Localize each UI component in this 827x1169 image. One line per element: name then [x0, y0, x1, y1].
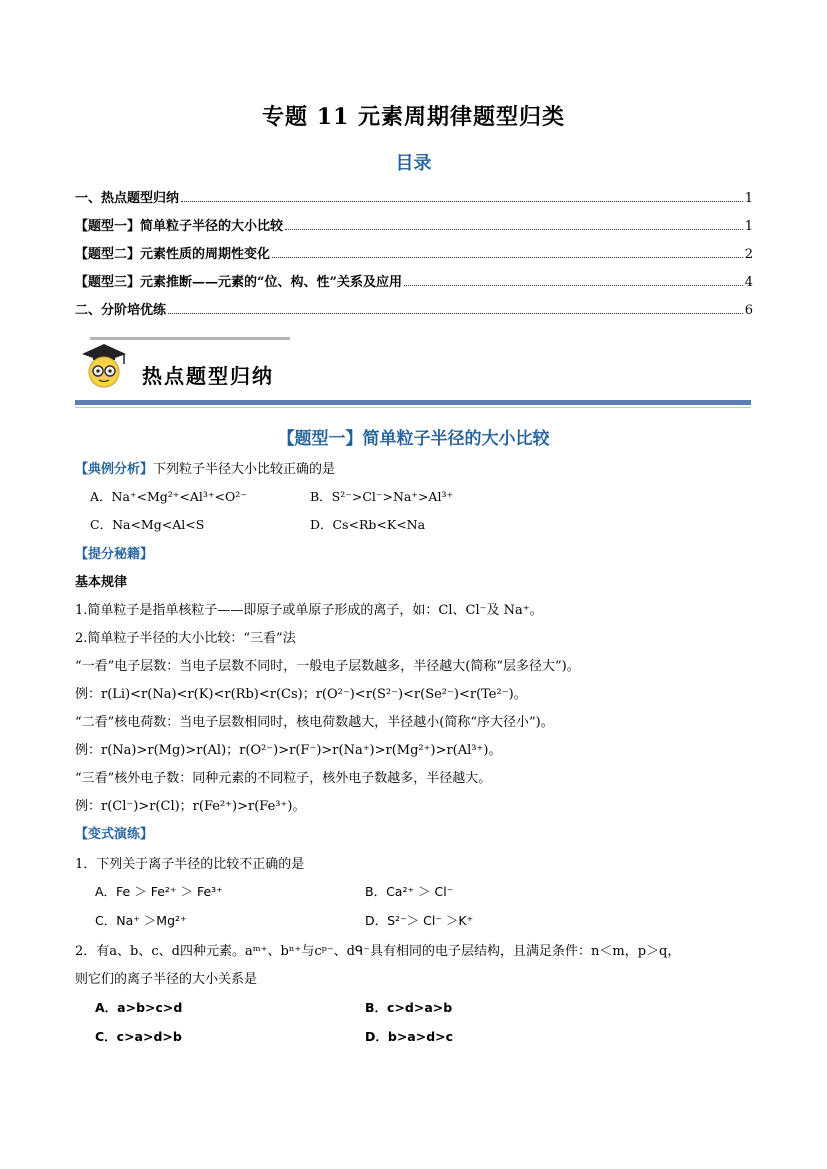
toc-item-label: 【题型三】元素推断——元素的“位、构、性”关系及应用: [75, 275, 402, 290]
toc-item-page: 2: [744, 247, 753, 262]
example-stem: 下列粒子半径大小比较正确的是: [153, 462, 336, 477]
tips-line: “三看”核外电子数：同种元素的不同粒子，核外电子数越多，半径越大。: [75, 771, 492, 786]
banner-title: 热点题型归纳: [142, 364, 274, 388]
tips-line: 1.简单粒子是指单核粒子——即原子或单原子形成的离子，如：Cl、Cl⁻及 Na⁺。: [75, 603, 543, 618]
tips-line: 2.简单粒子半径的大小比较：“三看”法: [75, 631, 296, 646]
example-option-c[interactable]: C．Na<Mg<Al<S: [90, 517, 205, 532]
toc-item[interactable]: [75, 298, 753, 318]
toc-item[interactable]: [75, 186, 753, 206]
toc-leader-dots: [168, 313, 743, 314]
toc-heading: 目录: [395, 153, 432, 174]
toc-item-page: 1: [744, 219, 753, 234]
example-tag: 【典例分析】: [75, 462, 154, 477]
practice-q2-option-c[interactable]: C．c>a>d>b: [95, 1029, 182, 1044]
toc-item-label: 一、热点题型归纳: [75, 191, 180, 206]
scholar-face-icon: [80, 342, 128, 390]
example-option-d[interactable]: D．Cs<Rb<K<Na: [310, 517, 426, 532]
toc-item-page: 1: [744, 191, 753, 206]
practice-q2-stem: 2．有a、b、c、d四种元素。aᵐ⁺、bⁿ⁺与cᵖ⁻、dᑫ⁻具有相同的电子层结构，且满足条件：n＜m，p＞q，: [75, 944, 681, 959]
toc-item-label: 【题型一】简单粒子半径的大小比较: [75, 219, 284, 234]
toc-item-label: 二、分阶培优练: [75, 303, 167, 318]
tips-line: 例：r(Na)>r(Mg)>r(Al)；r(O²⁻)>r(F⁻)>r(Na⁺)>r(Mg²⁺)>r(Al³⁺)。: [75, 743, 502, 758]
example-option-b[interactable]: B．S²⁻>Cl⁻>Na⁺>Al³⁺: [310, 489, 454, 504]
example-option-a[interactable]: A．Na⁺<Mg²⁺<Al³⁺<O²⁻: [90, 489, 247, 504]
toc-item[interactable]: [75, 270, 753, 290]
practice-q2-option-a[interactable]: A．a>b>c>d: [95, 1000, 183, 1015]
practice-q1-stem: 1．下列关于离子半径的比较不正确的是: [75, 857, 305, 872]
toc-leader-dots: [404, 285, 743, 286]
practice-q1-option-c[interactable]: C．Na⁺ ＞Mg²⁺: [95, 913, 187, 928]
example-question: [75, 458, 335, 477]
practice-q2-stem-cont: 则它们的离子半径的大小关系是: [75, 972, 258, 987]
practice-q1-option-a[interactable]: A．Fe ＞ Fe²⁺ ＞ Fe³⁺: [95, 884, 223, 899]
document-title: 专题 11 元素周期律题型归类: [262, 104, 565, 130]
toc-item-page: 6: [744, 303, 753, 318]
toc-leader-dots: [272, 257, 743, 258]
banner-rule: [75, 400, 751, 405]
toc-item[interactable]: [75, 242, 753, 262]
practice-tag: 【变式演练】: [75, 827, 154, 842]
toc-item[interactable]: [75, 214, 753, 234]
toc-item-page: 4: [744, 275, 753, 290]
practice-q2-option-d[interactable]: D．b>a>d>c: [365, 1029, 454, 1044]
toc-leader-dots: [285, 229, 743, 230]
banner-top-rule: [90, 337, 290, 340]
section-heading: 【题型一】简单粒子半径的大小比较: [277, 429, 550, 449]
tips-line: “二看”核电荷数：当电子层数相同时，核电荷数越大，半径越小(简称“序大径小”)。: [75, 715, 554, 730]
tips-subhead: 基本规律: [75, 575, 128, 590]
practice-q2-option-b[interactable]: B．c>d>a>b: [365, 1000, 453, 1015]
practice-q1-option-d[interactable]: D．S²⁻＞ Cl⁻ ＞K⁺: [365, 913, 474, 928]
banner-rule-thin: [75, 407, 751, 408]
practice-q1-option-b[interactable]: B．Ca²⁺ ＞ Cl⁻: [365, 884, 454, 899]
toc-item-label: 【题型二】元素性质的周期性变化: [75, 247, 271, 262]
tips-line: “一看”电子层数：当电子层数不同时，一般电子层数越多，半径越大(简称“层多径大”)。: [75, 659, 580, 674]
toc-leader-dots: [181, 201, 743, 202]
tips-line: 例：r(Li)<r(Na)<r(K)<r(Rb)<r(Cs)；r(O²⁻)<r(S²⁻)<r(Se²⁻)<r(Te²⁻)。: [75, 687, 527, 702]
tips-line: 例：r(Cl⁻)>r(Cl)；r(Fe²⁺)>r(Fe³⁺)。: [75, 799, 306, 814]
tips-tag: 【提分秘籍】: [75, 547, 154, 562]
